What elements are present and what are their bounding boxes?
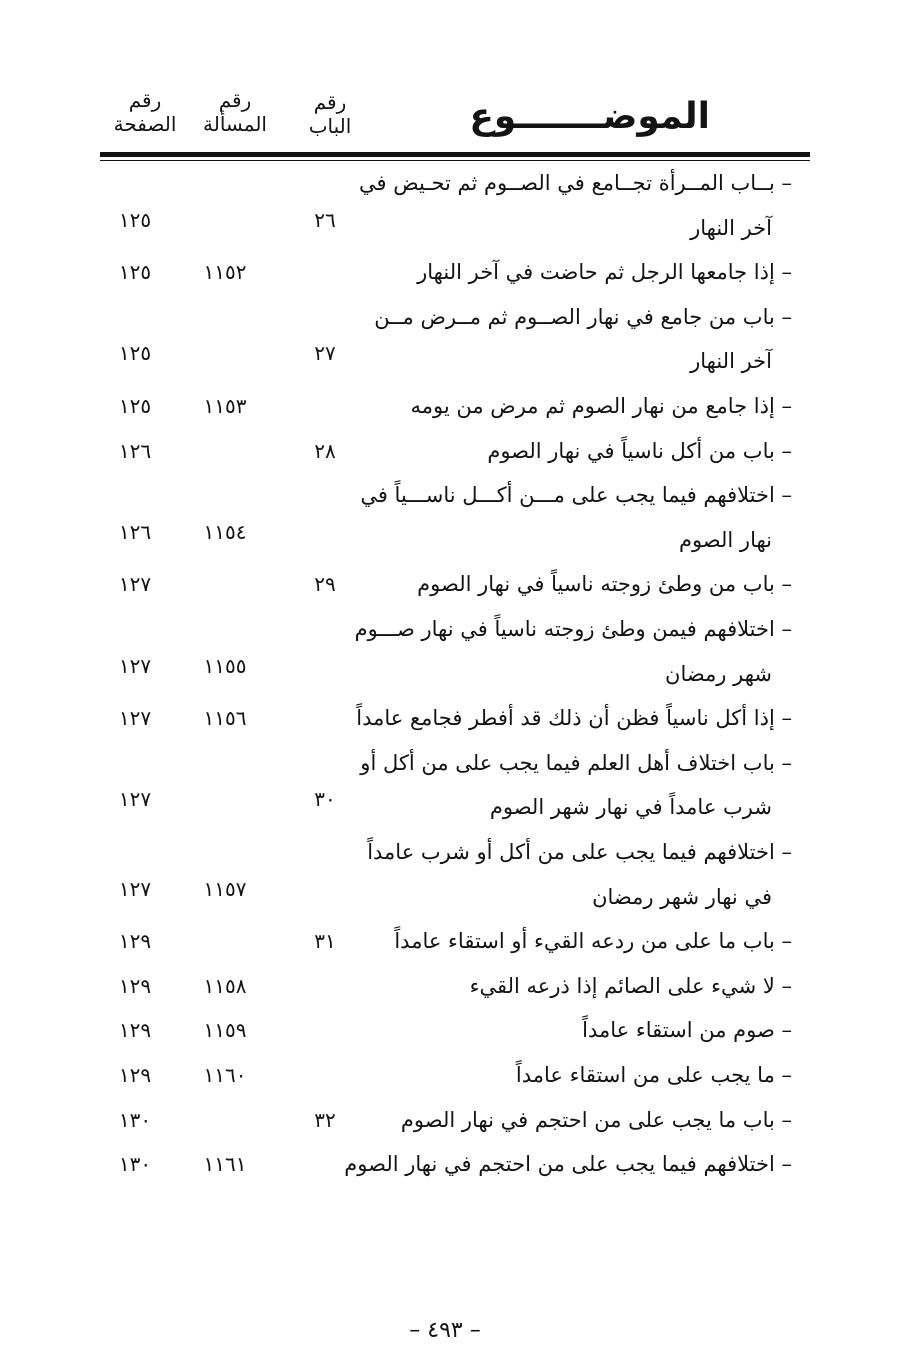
entry-continuation-text: نهار الصوم — [678, 528, 772, 552]
entry-text: – باب من جامع في نهار الصــوم ثم مــرض مــن — [374, 305, 792, 329]
header-rule-thin — [100, 160, 810, 161]
entry-text: – إذا جامع من نهار الصوم ثم مرض من يومه — [410, 394, 792, 418]
entry-continuation-text: شرب عامداً في نهار شهر الصوم — [489, 795, 772, 819]
masala-number: ١١٥٣ — [203, 394, 247, 418]
bab-number: ٢٧ — [314, 341, 336, 365]
entry-text: – باب ما على من ردعه القيء أو استقاء عامداً — [394, 929, 792, 953]
page-ref-number: ١٢٩ — [118, 974, 152, 998]
entry-continuation-text: في نهار شهر رمضان — [592, 885, 772, 909]
entry-continuation-text: شهر رمضان — [665, 662, 772, 686]
page-ref-number: ١٢٩ — [118, 1063, 152, 1087]
bab-column-header — [300, 90, 360, 138]
masala-number: ١١٥٥ — [203, 654, 247, 678]
masala-number: ١١٥٤ — [203, 520, 247, 544]
page-ref-number: ١٢٧ — [118, 787, 152, 811]
entry-text: – باب من وطئ زوجته ناسياً في نهار الصوم — [417, 572, 792, 596]
page-ref-number: ١٣٠ — [118, 1152, 152, 1176]
entry-text: – صوم من استقاء عامداً — [582, 1018, 792, 1042]
entry-text: – باب اختلاف أهل العلم فيما يجب على من أكل أو — [360, 751, 792, 775]
topic-column-title: الموضـــــــوع — [469, 96, 710, 137]
masala-number: ١١٥٧ — [203, 877, 247, 901]
page-ref-number: ١٢٦ — [118, 520, 152, 544]
entry-continuation-text: آخر النهار — [690, 349, 772, 373]
page-ref-number: ١٢٧ — [118, 654, 152, 678]
entry-text: – ما يجب على من استقاء عامداً — [515, 1063, 792, 1087]
page-ref-number: ١٢٧ — [118, 572, 152, 596]
page-number: – ٤٩٣ – — [409, 1318, 481, 1343]
bab-header-line1: رقم — [313, 90, 347, 114]
page-ref-number: ١٣٠ — [118, 1108, 152, 1132]
page-ref-number: ١٢٧ — [118, 877, 152, 901]
page-ref-number: ١٢٦ — [118, 439, 152, 463]
bab-number: ٣٠ — [314, 787, 336, 811]
bab-number: ٢٨ — [314, 439, 336, 463]
safha-header-line2: الصفحة — [113, 112, 177, 136]
entry-text: – باب ما يجب على من احتجم في نهار الصوم — [400, 1108, 792, 1132]
entry-text: – بــاب المــرأة تجــامع في الصــوم ثم تحـيض في — [359, 171, 792, 195]
entry-text: – اختلافهم فيمن وطئ زوجته ناسياً في نهار صـــوم — [354, 617, 792, 641]
bab-number: ٣١ — [314, 929, 336, 953]
masala-column-header — [195, 88, 275, 136]
entry-text: – اختلافهم فيما يجب على مـــن أكـــل ناســـياً في — [360, 483, 792, 507]
page-ref-number: ١٢٩ — [118, 1018, 152, 1042]
bab-header-line2: الباب — [308, 114, 352, 138]
entry-text: – باب من أكل ناسياً في نهار الصوم — [487, 439, 792, 463]
entry-text: – إذا أكل ناسياً فظن أن ذلك قد أفطر فجامع عامداً — [356, 706, 792, 730]
masala-header-line2: المسألة — [203, 112, 267, 136]
safha-column-header — [105, 88, 185, 136]
safha-header-line1: رقم — [128, 88, 162, 112]
masala-number: ١١٦١ — [203, 1152, 247, 1176]
bab-number: ٢٩ — [314, 572, 336, 596]
page-ref-number: ١٢٥ — [118, 341, 152, 365]
masala-number: ١١٥٢ — [203, 260, 247, 284]
entry-text: – اختلافهم فيما يجب على من أكل أو شرب عامداً — [367, 840, 792, 864]
masala-header-line1: رقم — [218, 88, 252, 112]
page-ref-number: ١٢٩ — [118, 929, 152, 953]
masala-number: ١١٥٦ — [203, 706, 247, 730]
entry-text: – إذا جامعها الرجل ثم حاضت في آخر النهار — [417, 260, 792, 284]
entry-text: – لا شيء على الصائم إذا ذرعه القيء — [469, 974, 792, 998]
masala-number: ١١٦٠ — [203, 1063, 247, 1087]
entry-text: – اختلافهم فيما يجب على من احتجم في نهار الصوم — [344, 1152, 792, 1176]
bab-number: ٣٢ — [314, 1108, 336, 1132]
page-ref-number: ١٢٥ — [118, 260, 152, 284]
page-ref-number: ١٢٧ — [118, 706, 152, 730]
page-ref-number: ١٢٥ — [118, 208, 152, 232]
page-ref-number: ١٢٥ — [118, 394, 152, 418]
masala-number: ١١٥٨ — [203, 974, 247, 998]
masala-number: ١١٥٩ — [203, 1018, 247, 1042]
header-rule-thick — [100, 152, 810, 157]
bab-number: ٢٦ — [314, 208, 336, 232]
entry-continuation-text: آخر النهار — [690, 216, 772, 240]
